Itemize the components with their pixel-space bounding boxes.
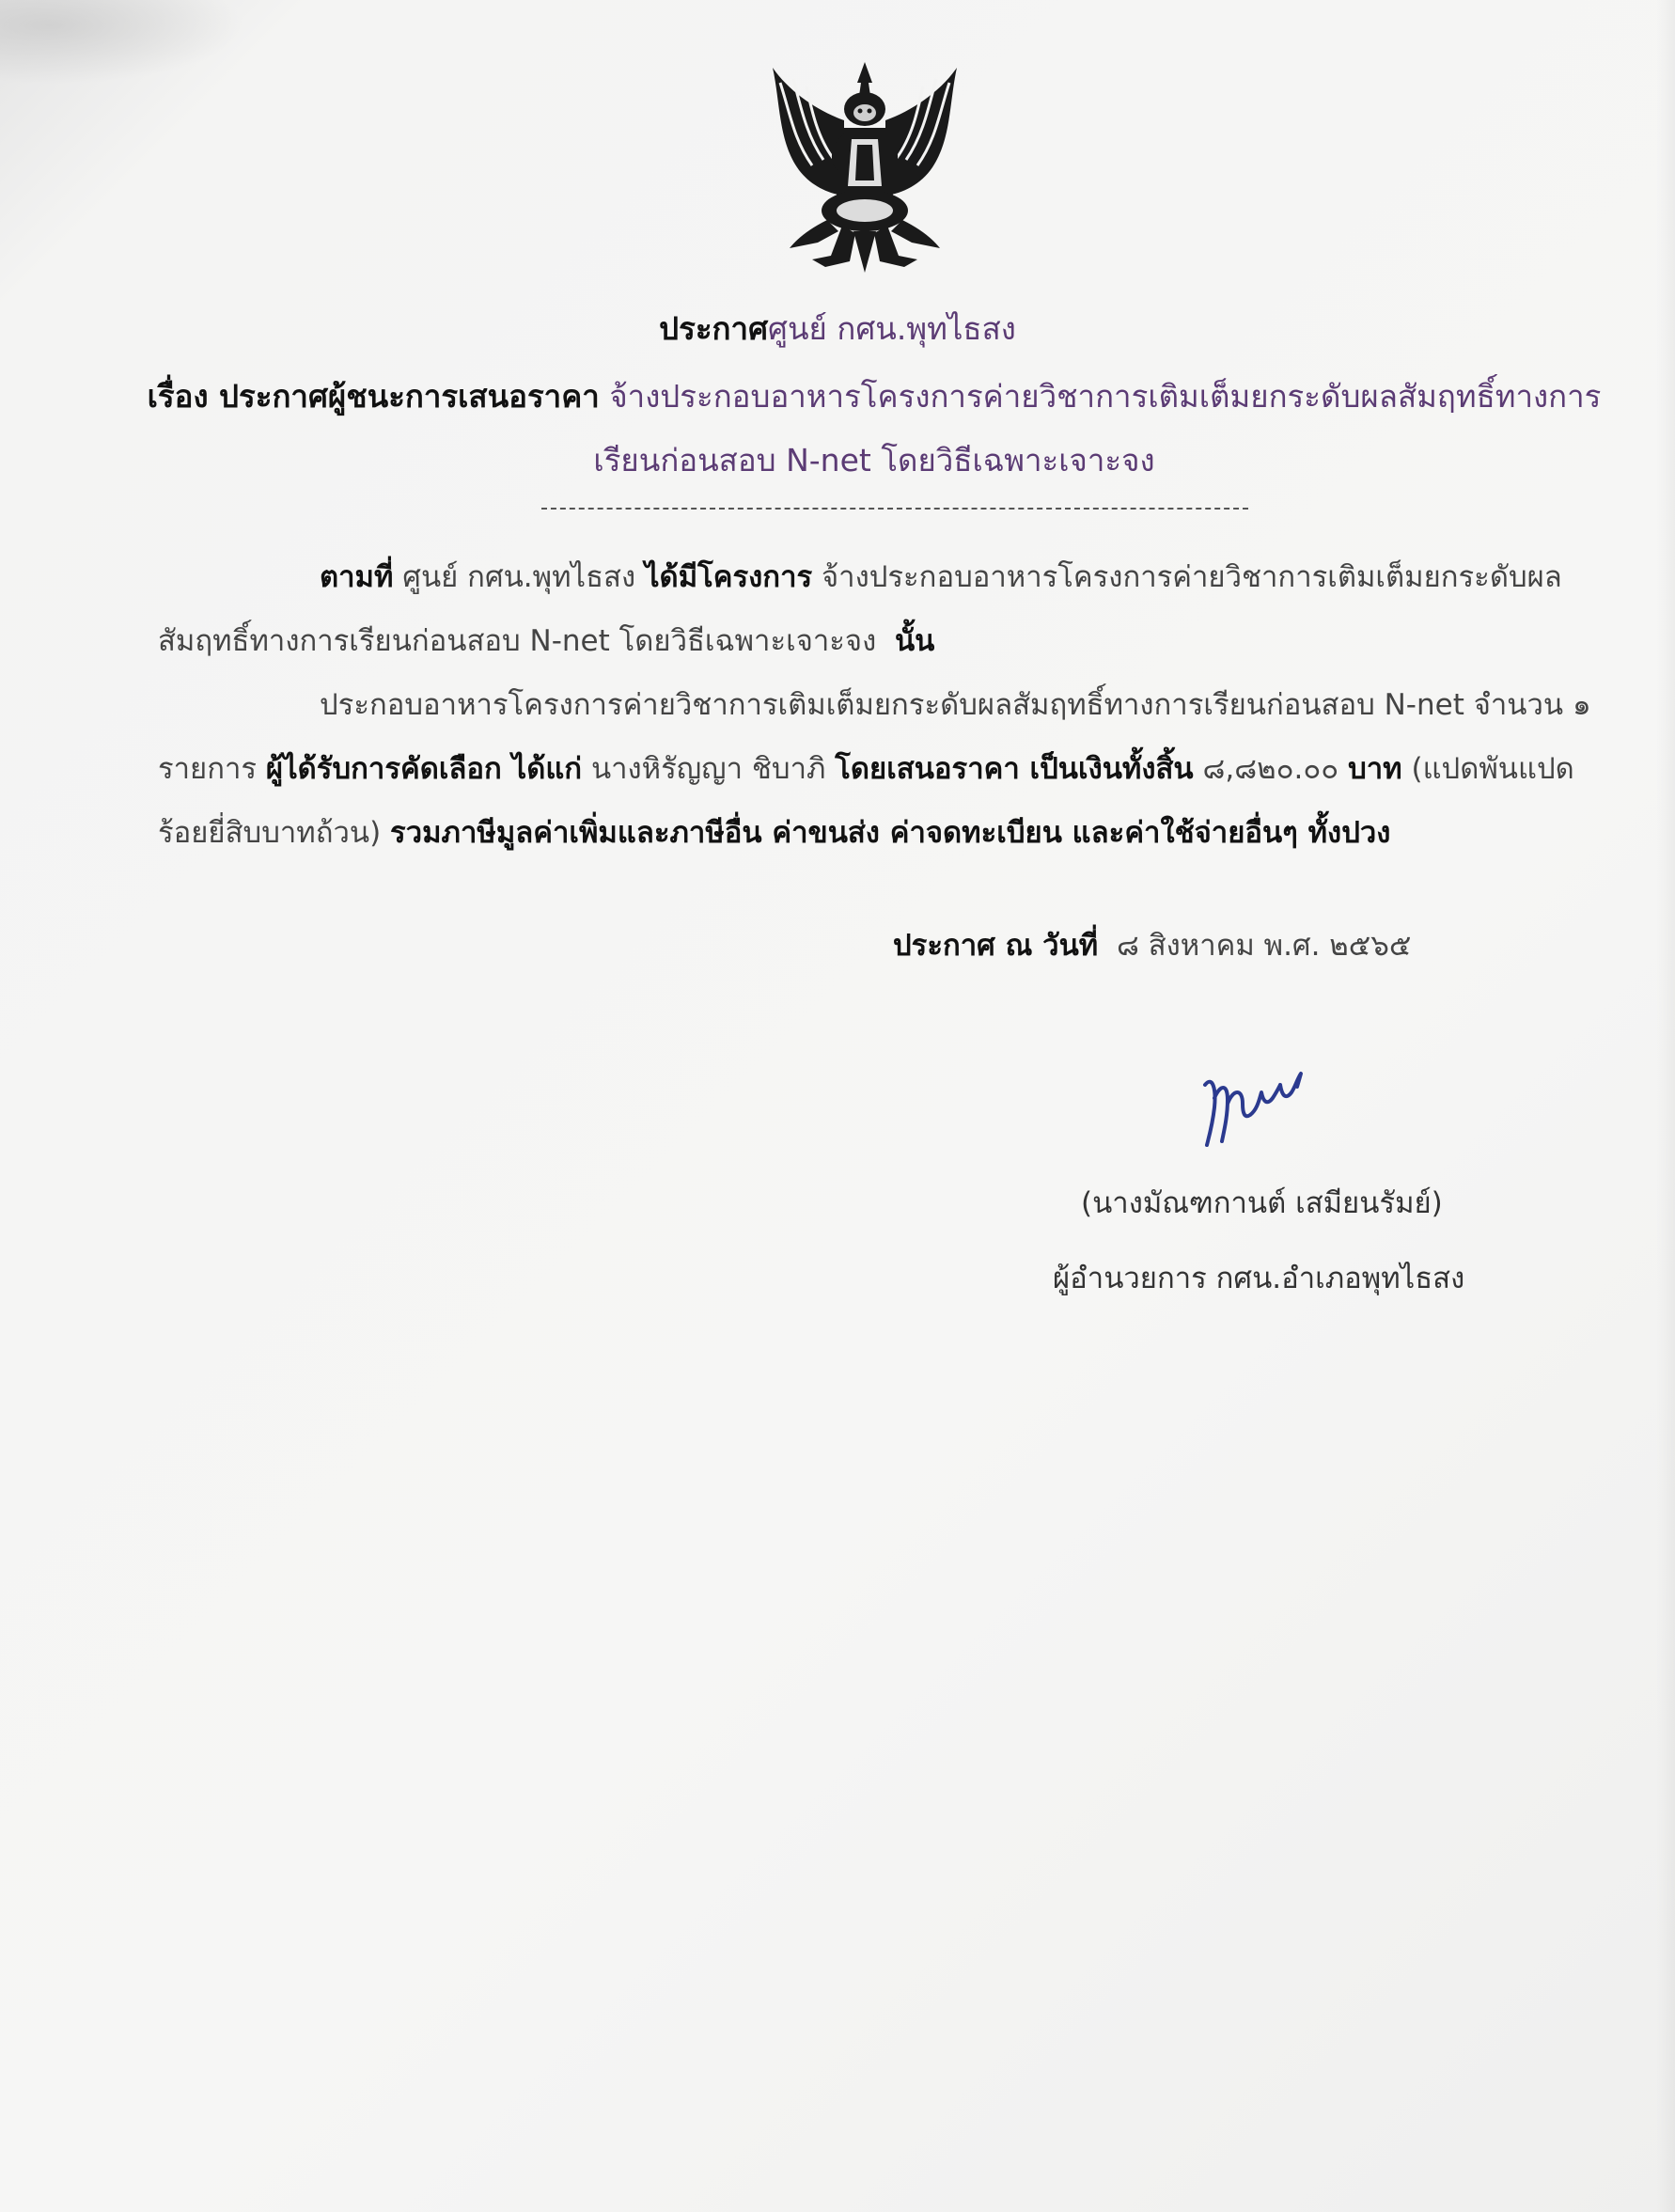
title-org: ศูนย์ กศน.พุทไธสง	[768, 310, 1016, 347]
announcement-date	[893, 923, 1411, 968]
p2-selected-label: ผู้ได้รับการคัดเลือก ได้แก่	[265, 752, 583, 786]
garuda-emblem-icon	[752, 55, 978, 280]
p1-org: ศูนย์ กศน.พุทไธสง	[402, 560, 636, 594]
p2-amount-words: (แปดพันแปดร้อยยี่สิบบาทถ้วน)	[158, 752, 1574, 850]
date-label: ประกาศ ณ วันที่	[893, 929, 1099, 963]
p1-project: จ้างประกอบอาหารโครงการค่ายวิชาการเติมเต็มยกระดับผลสัมฤทธิ์ทางการเรียนก่อนสอบ N-net โดยวิธีเฉพาะเจาะจง	[158, 560, 1562, 658]
p1-lead: ตามที่	[320, 560, 394, 594]
subject-line2: เรียนก่อนสอบ N-net โดยวิธีเฉพาะเจาะจง	[593, 442, 1155, 478]
p2-winner: นางหิรัญญา ชิบาภิ	[590, 752, 826, 786]
p2-item: ประกอบอาหารโครงการค่ายวิชาการเติมเต็มยกระดับผลสัมฤทธิ์ทางการเรียนก่อนสอบ N-net	[320, 688, 1464, 722]
announcement-subject	[141, 365, 1607, 493]
paragraph-intro	[158, 545, 1624, 673]
handwritten-signature-icon	[1192, 1051, 1314, 1154]
p1-has-project: ได้มีโครงการ	[644, 560, 813, 594]
date-value: ๘ สิงหาคม พ.ศ. ๒๕๖๕	[1116, 929, 1412, 963]
subject-label: เรื่อง ประกาศผู้ชนะการเสนอราคา	[147, 378, 600, 415]
p2-currency: บาท	[1348, 752, 1402, 786]
p1-end: นั้น	[894, 624, 935, 658]
p2-includes: รวมภาษีมูลค่าเพิ่มและภาษีอื่น ค่าขนส่ง ค่าจดทะเบียน และค่าใช้จ่ายอื่นๆ ทั้งปวง	[390, 816, 1391, 850]
signer-position: ผู้อำนวยการ กศน.อำเภอพุทไธสง	[1053, 1262, 1465, 1295]
paragraph-award	[158, 673, 1624, 865]
title-bold: ประกาศ	[659, 310, 769, 347]
paper-fold-shadow	[0, 0, 244, 85]
divider-line	[541, 508, 1248, 510]
p2-amount: ๘,๘๒๐.๐๐	[1202, 752, 1339, 786]
p2-offer-label: โดยเสนอราคา เป็นเงินทั้งสิ้น	[835, 752, 1194, 786]
subject-line1: จ้างประกอบอาหารโครงการค่ายวิชาการเติมเต็มยกระดับผลสัมฤทธิ์ทางการ	[609, 378, 1602, 415]
signer-name: (นางมัณฑกานต์ เสมียนรัมย์)	[1081, 1186, 1443, 1220]
p2-count: จำนวน ๑ รายการ	[158, 688, 1591, 786]
announcement-title	[0, 306, 1675, 352]
